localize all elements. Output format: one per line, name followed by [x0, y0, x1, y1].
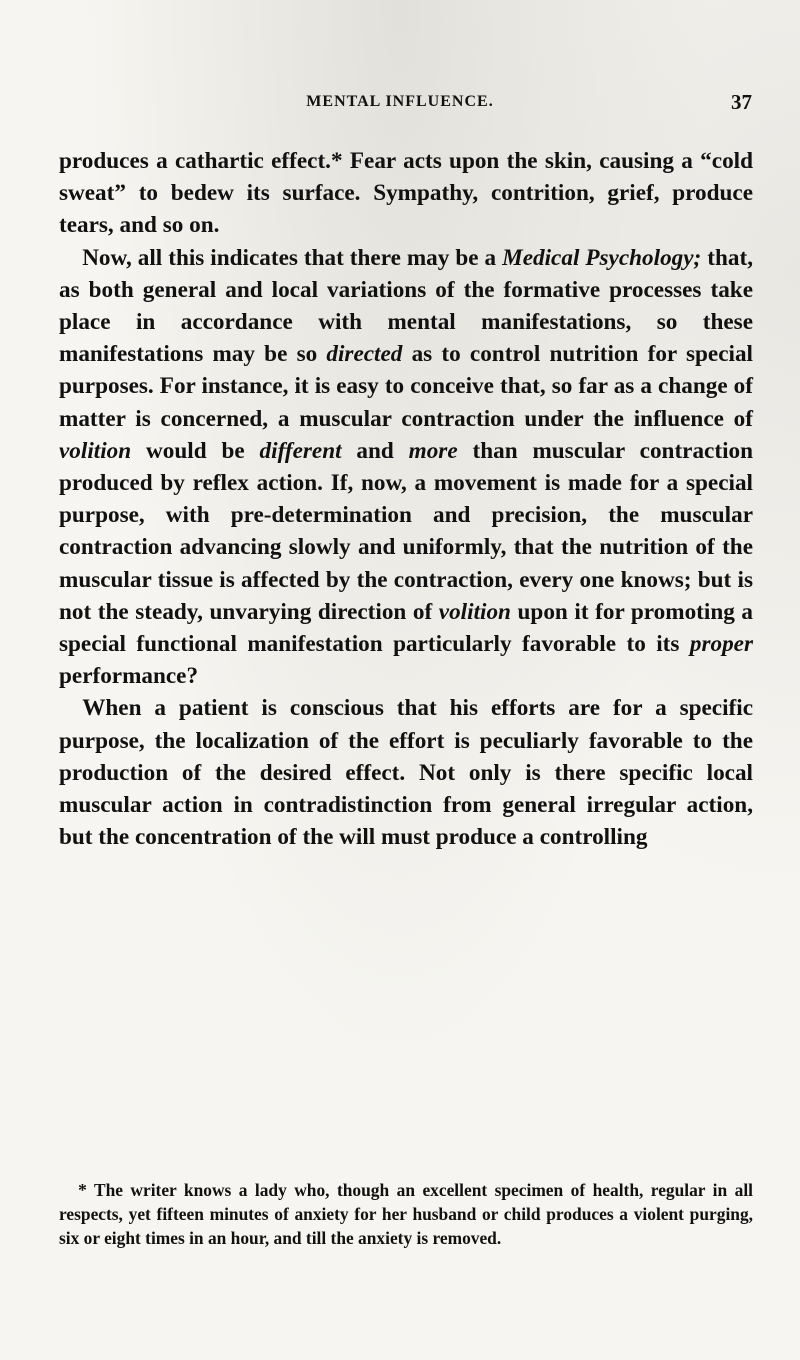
paragraph-2-text: as to control nutrition for special purposes. For instance, it is easy to conceive that, so far as a change of matter is concerned, a muscular contraction under the influence of	[59, 341, 753, 432]
emphasis-proper: proper	[689, 631, 753, 658]
body-text	[59, 145, 753, 853]
paragraph-2-text: upon it for promoting a special functional manifestation particularly favorable to its	[59, 598, 753, 658]
paragraph-2-text: than muscular contraction produced by reflex action. If, now, a movement is made for a special purpose, with pre-determination and precision, the muscular contraction advancing slowly and uniformly, that the nutrition of the muscular tissue is affected by the contraction, every one knows; but is not the steady, unvarying direction of	[59, 437, 753, 625]
paragraph-1	[59, 145, 753, 242]
paragraph-2	[59, 242, 753, 693]
emphasis-medical-psychology: Medical Psychology;	[502, 244, 702, 271]
paragraph-3-text: When a patient is conscious that his efforts are for a specific purpose, the localization of the effort is peculiarly favorable to the production of the desired effect. Not only is there specific local muscular action in contradistinction from general irregular action, but the concentration of the will must produce a controlling	[59, 695, 753, 851]
paragraph-2-text: performance?	[59, 663, 199, 690]
paragraph-3	[59, 692, 753, 853]
paragraph-2-text: and	[341, 437, 409, 464]
paragraph-2-text: would be	[131, 437, 260, 464]
paragraph-2-text: that, as both general and local variations of the formative processes take place in accordance with mental manifestations, so these manifestations may be so	[59, 244, 753, 368]
footnote-text: * The writer knows a lady who, though an excellent specimen of health, regular in all respects, yet fifteen minutes of anxiety for her husband or child produces a violent purging, six or eight times in an hour, and till the anxiety is removed.	[59, 1180, 753, 1248]
emphasis-directed: directed	[326, 341, 403, 368]
emphasis-more: more	[408, 437, 458, 464]
running-title: MENTAL INFLUENCE.	[306, 93, 494, 110]
paragraph-1-text: produces a cathartic effect.* Fear acts upon the skin, causing a “cold sweat” to bedew its surface. Sympathy, contrition, grief, produce tears, and so on.	[59, 148, 753, 239]
running-header	[0, 90, 800, 123]
footnote	[59, 1178, 753, 1250]
emphasis-volition: volition	[59, 437, 132, 464]
emphasis-volition: volition	[438, 598, 511, 625]
emphasis-different: different	[259, 437, 342, 464]
page-number: 37	[731, 90, 752, 114]
paragraph-2-text: Now, all this indicates that there may be a	[82, 244, 503, 271]
